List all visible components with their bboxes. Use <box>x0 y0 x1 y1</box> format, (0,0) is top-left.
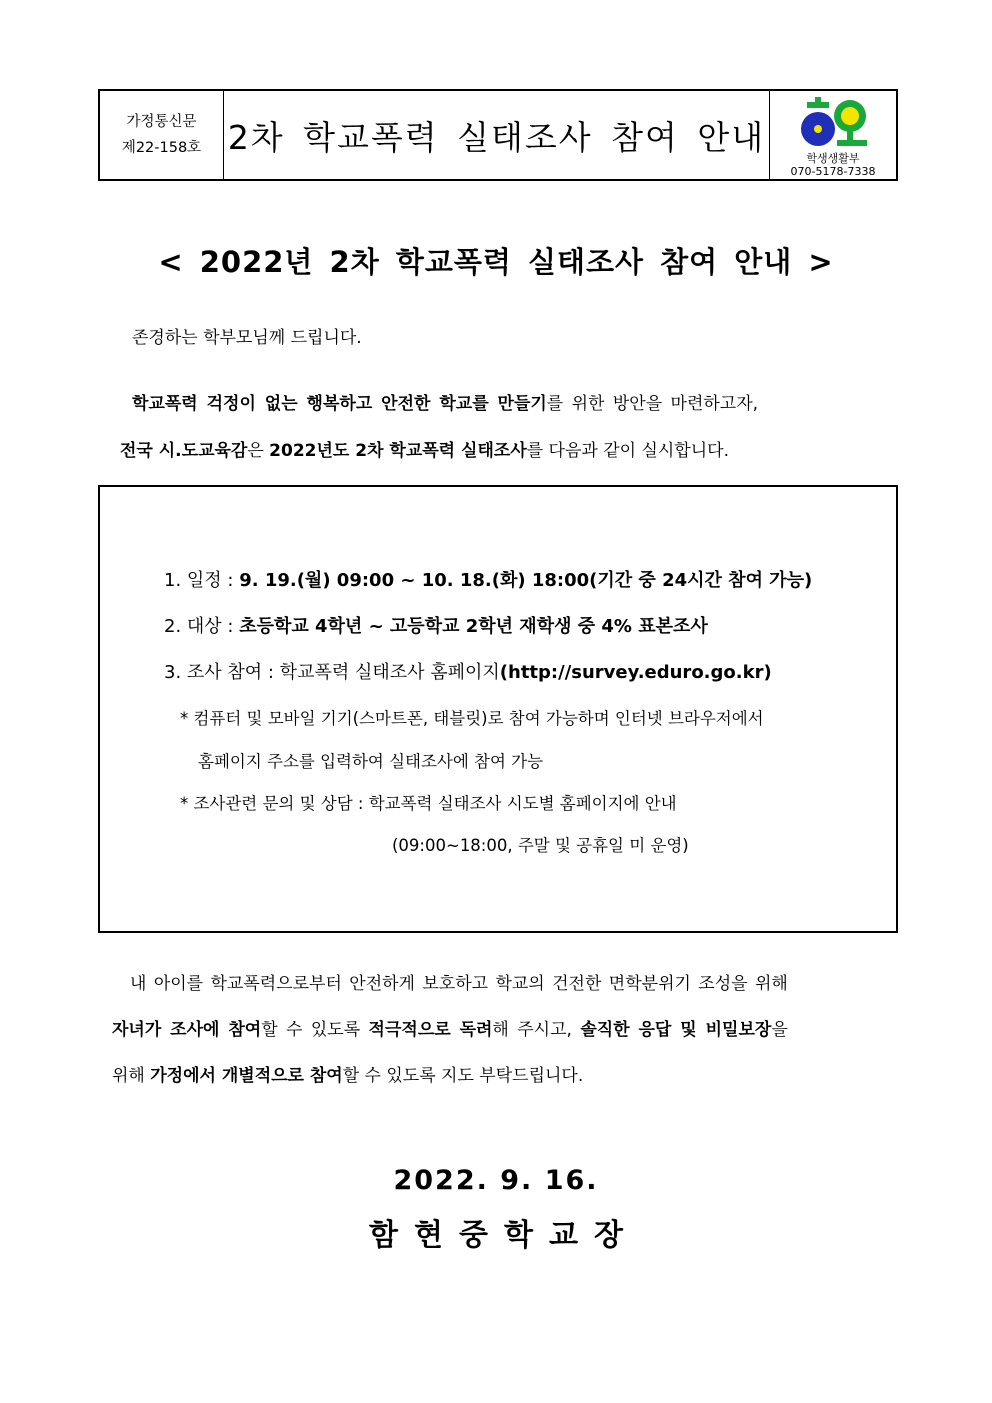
issue-date: 2022. 9. 16. <box>393 1165 599 1196</box>
intro-text: 를 위한 방안을 마련하고자, <box>546 394 759 414</box>
department-phone: 070-5178-7338 <box>790 165 876 178</box>
intro-line-1 <box>132 389 758 414</box>
closing-text: 해 주시고, <box>492 1020 581 1040</box>
notice-number-cell <box>100 91 224 179</box>
header-title: 2차 학교폭력 실태조사 참여 안내 <box>224 91 770 179</box>
closing-emphasis: 솔직한 응답 및 비밀보장 <box>580 1020 772 1040</box>
schedule-item <box>164 566 812 592</box>
note-device-cont: 홈페이지 주소를 입력하여 실태조사에 참여 가능 <box>198 752 544 771</box>
document-title: < 2022년 2차 학교폭력 실태조사 참여 안내 > <box>158 245 834 279</box>
item-value: 초등학교 4학년 ~ 고등학교 2학년 재학생 중 4% 표본조사 <box>239 616 708 637</box>
item-label: 3. 조사 참여 : 학교폭력 실태조사 홈페이지 <box>164 662 500 683</box>
item-value: 9. 19.(월) 09:00 ~ 10. 18.(화) 18:00(기간 중 24시간 참여 가능) <box>239 570 813 591</box>
target-item <box>164 612 708 638</box>
intro-text: 은 <box>247 441 270 461</box>
closing-line-3 <box>112 1061 583 1086</box>
closing-emphasis: 가정에서 개별적으로 참여 <box>150 1066 343 1086</box>
closing-emphasis: 자녀가 조사에 참여 <box>112 1020 262 1040</box>
closing-text: 을 <box>771 1020 788 1040</box>
notice-type-label: 가정통신문 <box>126 114 197 130</box>
greeting: 존경하는 학부모님께 드립니다. <box>132 328 362 348</box>
note-device: * 컴퓨터 및 모바일 기기(스마트폰, 태블릿)로 참여 가능하며 인터넷 브라우저에서 <box>180 709 764 728</box>
survey-info-box <box>98 485 898 933</box>
item-label: 2. 대상 : <box>164 616 240 637</box>
school-logo-icon <box>793 96 873 150</box>
note-hours: (09:00~18:00, 주말 및 공휴일 미 운영) <box>392 836 689 855</box>
notice-number: 제22-158호 <box>121 140 202 156</box>
note-inquiry: * 조사관련 문의 및 상담 : 학교폭력 실태조사 시도별 홈페이지에 안내 <box>180 794 677 813</box>
intro-line-2 <box>120 436 729 461</box>
item-label: 1. 일정 : <box>164 570 240 591</box>
principal-signature: 함현중학교장 <box>369 1218 639 1253</box>
closing-line-2 <box>112 1015 788 1040</box>
closing-text: 위해 <box>112 1066 151 1086</box>
participation-item <box>164 658 772 684</box>
notice-header <box>98 89 898 181</box>
intro-emphasis: 전국 시.도교육감 <box>120 441 248 461</box>
survey-url-text: (http://survey.eduro.go.kr) <box>499 662 772 683</box>
intro-emphasis: 2022년도 2차 학교폭력 실태조사 <box>269 441 527 461</box>
closing-text: 할 수 있도록 <box>261 1020 369 1040</box>
closing-line-1: 내 아이를 학교폭력으로부터 안전하게 보호하고 학교의 건전한 면학분위기 조성을 위해 <box>130 974 788 994</box>
intro-text: 를 다음과 같이 실시합니다. <box>526 441 729 461</box>
intro-emphasis: 학교폭력 걱정이 없는 행복하고 안전한 학교를 만들기 <box>132 394 547 414</box>
department-cell <box>770 91 896 179</box>
closing-text: 할 수 있도록 지도 부탁드립니다. <box>342 1066 584 1086</box>
closing-emphasis: 적극적으로 독려 <box>368 1020 493 1040</box>
department-name: 학생생활부 <box>806 152 860 165</box>
